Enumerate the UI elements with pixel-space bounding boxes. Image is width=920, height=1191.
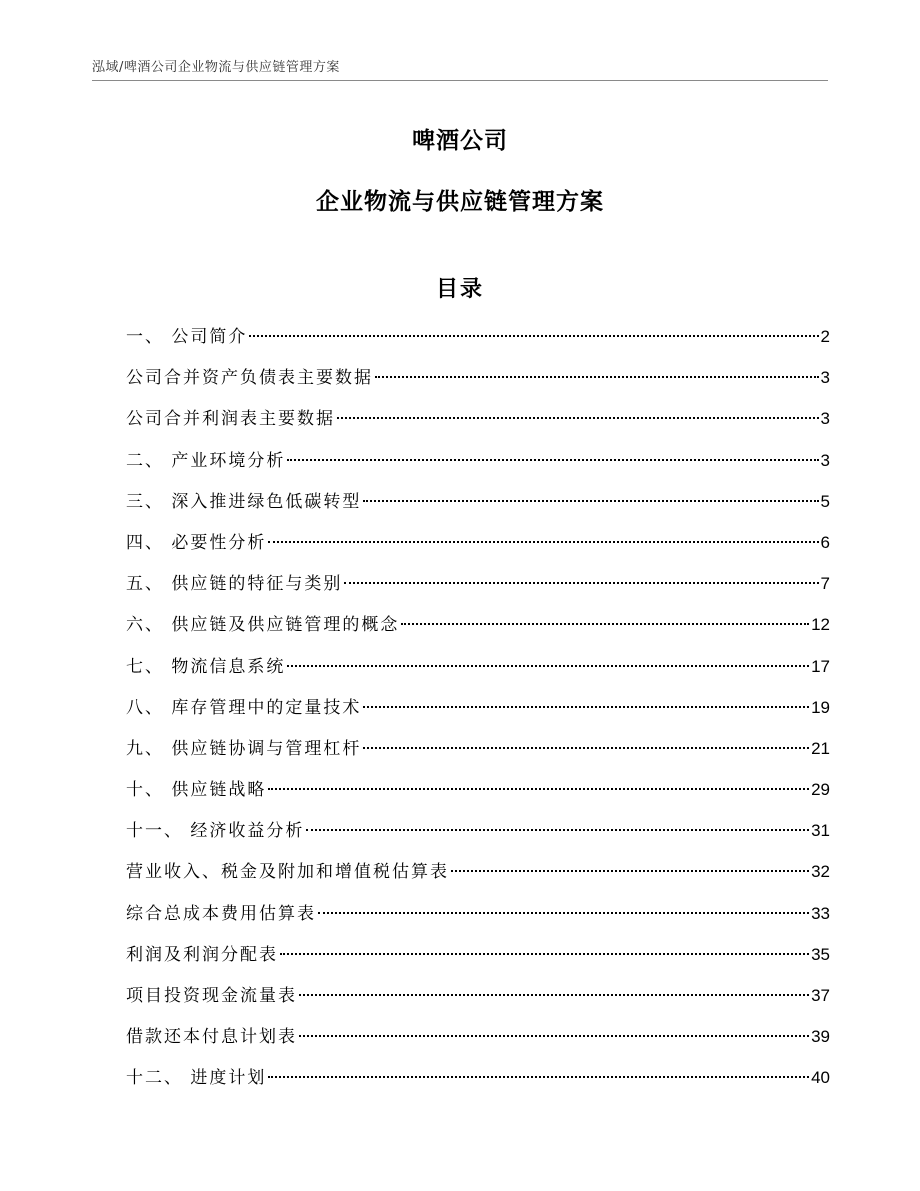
toc-dot-leader	[318, 912, 809, 914]
toc-entry-label: 公司合并资产负债表主要数据	[126, 368, 373, 389]
toc-entry-page: 32	[811, 862, 830, 882]
toc-entry-label: 三、 深入推进绿色低碳转型	[126, 491, 362, 512]
toc-entry-page: 40	[811, 1068, 830, 1088]
toc-entry-page: 3	[820, 409, 830, 429]
toc-entry[interactable]	[126, 530, 830, 571]
toc-entry-label: 项目投资现金流量表	[126, 986, 297, 1006]
toc-dot-leader	[451, 870, 809, 872]
toc-entry[interactable]	[126, 818, 830, 859]
toc-entry-label: 六、 供应链及供应链管理的概念	[126, 615, 400, 636]
toc-entry-label: 一、 公司简介	[126, 327, 248, 347]
toc-entry[interactable]	[126, 777, 830, 818]
toc-entry-label: 综合总成本费用估算表	[126, 903, 316, 924]
toc-entry-page: 7	[820, 574, 830, 594]
toc-entry-label: 十二、 进度计划	[126, 1068, 267, 1089]
toc-dot-leader	[363, 706, 809, 708]
toc-entry[interactable]	[126, 365, 830, 406]
toc-dot-leader	[249, 335, 818, 337]
toc-dot-leader	[299, 994, 809, 996]
toc-entry-page: 19	[811, 697, 830, 717]
toc-entry-page: 17	[811, 656, 830, 676]
header-divider	[92, 80, 828, 81]
toc-entry[interactable]	[126, 983, 830, 1024]
toc-dot-leader	[401, 623, 809, 625]
toc-entry[interactable]	[126, 1065, 830, 1106]
toc-entry-page: 12	[811, 615, 830, 635]
toc-dot-leader	[280, 953, 809, 955]
toc-dot-leader	[363, 747, 809, 749]
toc-dot-leader	[268, 541, 818, 543]
toc-entry-label: 营业收入、税金及附加和增值税估算表	[126, 862, 449, 883]
document-subtitle: 企业物流与供应链管理方案	[316, 189, 604, 215]
toc-heading: 目录	[435, 277, 484, 302]
toc-dot-leader	[287, 665, 809, 667]
toc-entry[interactable]	[126, 654, 830, 695]
toc-entry[interactable]	[126, 859, 830, 900]
toc-entry-label: 二、 产业环境分析	[126, 450, 286, 471]
toc-entry-label: 八、 库存管理中的定量技术	[126, 697, 362, 718]
toc-dot-leader	[344, 582, 818, 584]
toc-entry-label: 公司合并利润表主要数据	[126, 409, 335, 430]
toc-entry[interactable]	[126, 448, 830, 489]
toc-entry[interactable]	[126, 942, 830, 983]
toc-dot-leader	[299, 1035, 809, 1037]
toc-entry[interactable]	[126, 736, 830, 777]
toc-entry-label: 利润及利润分配表	[126, 944, 278, 965]
toc-entry-page: 6	[820, 532, 830, 552]
toc-entry[interactable]	[126, 406, 830, 447]
toc-entry[interactable]	[126, 695, 830, 736]
toc-entry-label: 五、 供应链的特征与类别	[126, 574, 343, 595]
toc-entry-label: 十、 供应链战略	[126, 780, 267, 801]
toc-entry-page: 35	[811, 944, 830, 964]
toc-dot-leader	[363, 500, 818, 502]
toc-dot-leader	[287, 459, 818, 461]
toc-dot-leader	[268, 1076, 809, 1078]
toc-entry-label: 借款还本付息计划表	[126, 1027, 297, 1048]
page-header: 泓域/啤酒公司企业物流与供应链管理方案	[92, 60, 340, 75]
toc-entry[interactable]	[126, 901, 830, 942]
toc-entry-page: 3	[820, 450, 830, 470]
toc-dot-leader	[337, 417, 819, 419]
toc-entry-page: 37	[811, 986, 830, 1005]
toc-entry[interactable]	[126, 1024, 830, 1065]
toc-dot-leader	[268, 788, 809, 790]
toc-entry-page: 39	[811, 1027, 830, 1047]
toc-dot-leader	[306, 829, 809, 831]
toc-entry-page: 31	[811, 821, 830, 841]
toc-entry-page: 29	[811, 780, 830, 800]
toc-entry-label: 七、 物流信息系统	[126, 656, 286, 677]
document-title: 啤酒公司	[412, 128, 508, 154]
toc-entry-label: 十一、 经济收益分析	[126, 821, 305, 842]
toc-entry-page: 2	[820, 327, 830, 346]
table-of-contents	[126, 324, 830, 1107]
toc-entry[interactable]	[126, 571, 830, 612]
toc-entry-page: 3	[820, 368, 830, 388]
toc-entry-label: 九、 供应链协调与管理杠杆	[126, 738, 362, 759]
toc-dot-leader	[375, 376, 819, 378]
toc-entry-page: 5	[820, 491, 830, 511]
toc-entry-page: 21	[811, 738, 830, 758]
toc-entry-page: 33	[811, 903, 830, 923]
toc-entry[interactable]	[126, 324, 830, 365]
toc-entry[interactable]	[126, 489, 830, 530]
toc-entry-label: 四、 必要性分析	[126, 532, 267, 553]
toc-entry[interactable]	[126, 612, 830, 653]
